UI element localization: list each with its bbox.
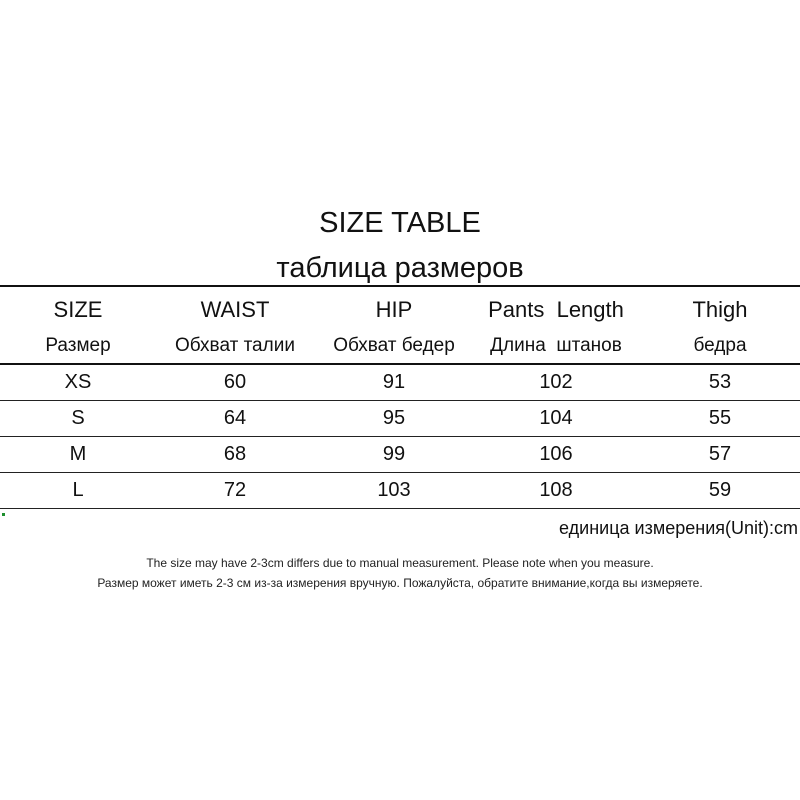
- cell-hip: 103: [377, 479, 411, 501]
- cell-pants-length: 102: [539, 371, 573, 393]
- cell-pants-length: 104: [539, 407, 573, 429]
- cell-thigh: 57: [708, 443, 732, 465]
- cell-thigh: 55: [708, 407, 732, 429]
- cell-waist: 60: [223, 371, 247, 393]
- measurement-note-ru: Размер может иметь 2-3 см из-за измерения вручную. Пожалуйста, обратите внимание,когда вы измеряете.: [97, 576, 703, 590]
- cell-thigh: 59: [708, 479, 732, 501]
- cell-pants-length: 108: [539, 479, 573, 501]
- title-ru: таблица размеров: [276, 252, 524, 284]
- cell-size: M: [69, 443, 87, 465]
- header-size: SIZE: [53, 297, 103, 322]
- header-row-en: [0, 287, 800, 329]
- header-thigh: Thigh: [692, 297, 748, 322]
- cell-pants-length: 106: [539, 443, 573, 465]
- cell-waist: 68: [223, 443, 247, 465]
- title-en: SIZE TABLE: [319, 207, 481, 239]
- header-pants-length-ru: Длина штанов: [490, 335, 622, 356]
- corner-mark: [2, 513, 5, 516]
- header-waist: WAIST: [200, 297, 270, 322]
- measurement-note-en: The size may have 2-3cm differs due to manual measurement. Please note when you measure.: [146, 556, 654, 570]
- cell-size: XS: [64, 371, 92, 393]
- header-hip: HIP: [375, 297, 413, 322]
- cell-hip: 99: [382, 443, 406, 465]
- header-row-ru: [0, 329, 800, 365]
- header-pants-length: Pants Length: [488, 297, 624, 322]
- header-size-ru: Размер: [45, 335, 111, 356]
- cell-size: L: [72, 479, 84, 501]
- size-table: [0, 285, 800, 509]
- header-hip-ru: Обхват бедер: [333, 335, 455, 356]
- cell-waist: 72: [223, 479, 247, 501]
- cell-hip: 95: [382, 407, 406, 429]
- cell-waist: 64: [223, 407, 247, 429]
- table-row: [0, 473, 800, 509]
- header-thigh-ru: бедра: [693, 335, 747, 356]
- header-waist-ru: Обхват талии: [175, 335, 295, 356]
- cell-thigh: 53: [708, 371, 732, 393]
- cell-size: S: [71, 407, 85, 429]
- table-row: [0, 365, 800, 401]
- unit-note: единица измерения(Unit):cm: [559, 518, 798, 538]
- cell-hip: 91: [382, 371, 406, 393]
- table-row: [0, 401, 800, 437]
- table-row: [0, 437, 800, 473]
